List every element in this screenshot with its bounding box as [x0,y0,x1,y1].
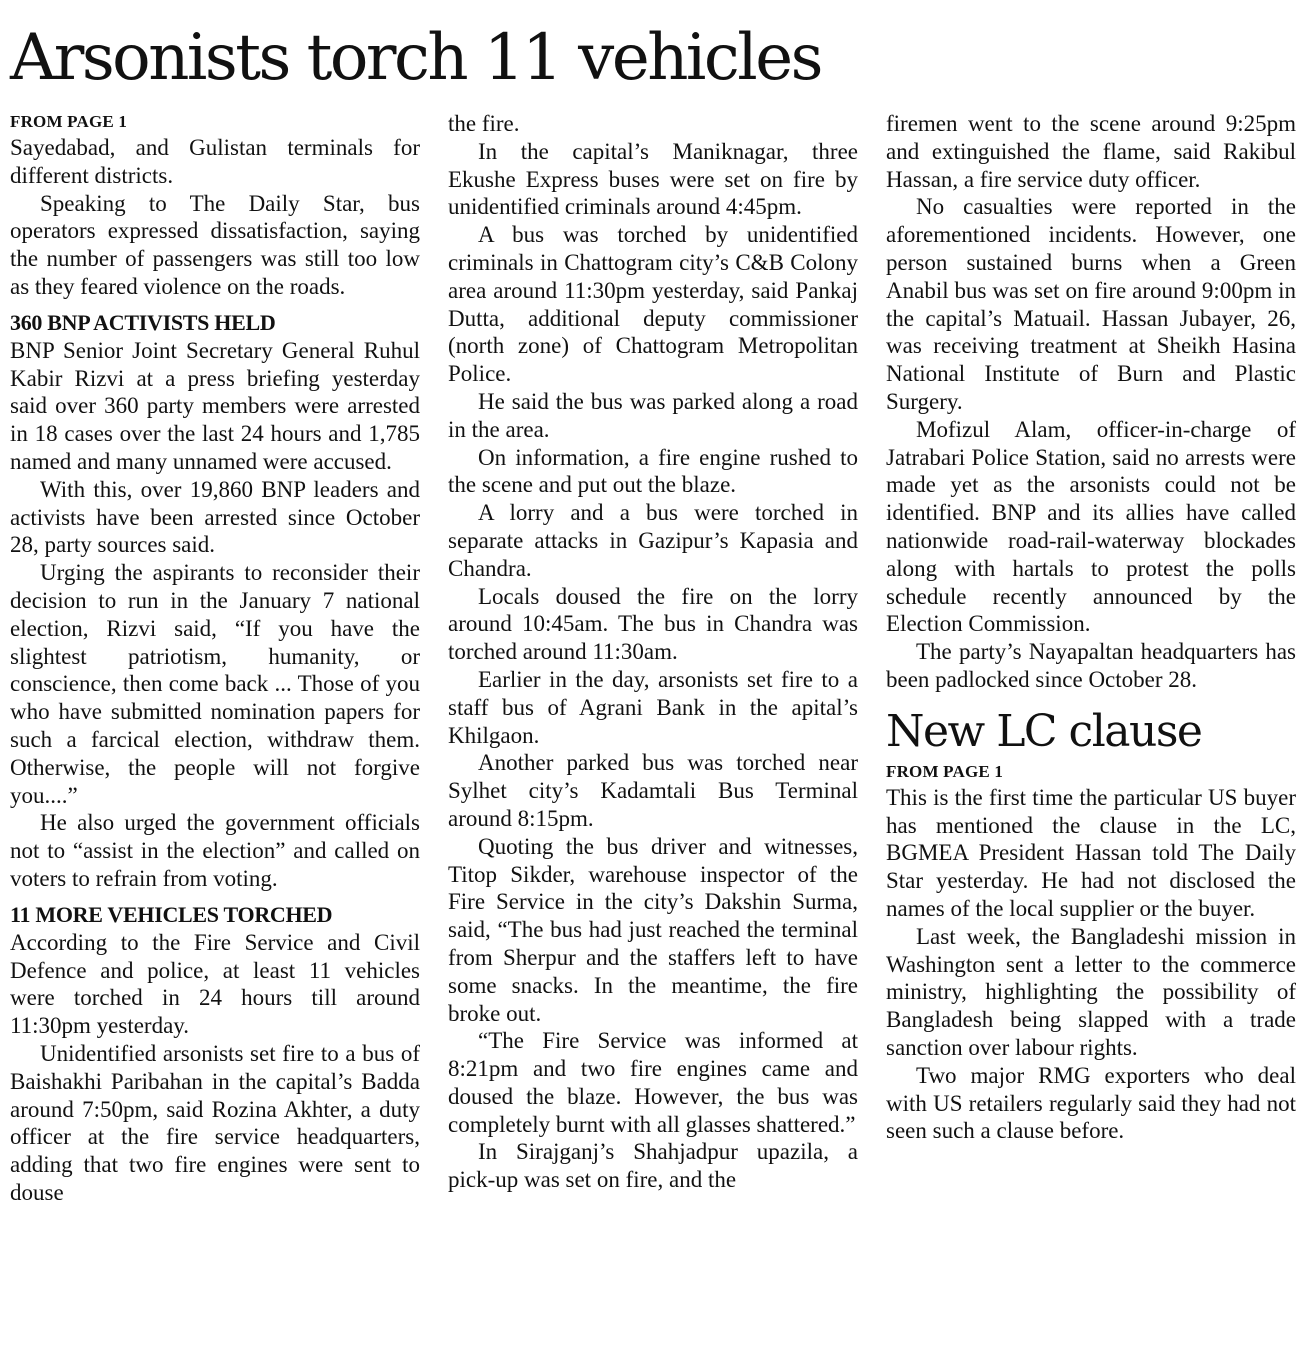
paragraph: In Sirajganj’s Shahjadpur upazila, a pick-up was set on fire, and the [448,1139,858,1193]
paragraph: “The Fire Service was informed at 8:21pm and two fire engines came and doused the blaze. However, the bus was completely burnt with all glasses shattered.” [448,1028,858,1137]
paragraph: Locals doused the fire on the lorry around 10:45am. The bus in Chandra was torched around 11:30am. [448,583,858,665]
paragraph: The party’s Nayapaltan headquarters has been padlocked since October 28. [886,639,1296,692]
paragraph: Two major RMG exporters who deal with US retailers regularly said they had not seen such a clause before. [886,1062,1296,1144]
subhead-more-vehicles-torched: 11 MORE VEHICLES TORCHED [10,901,333,927]
paragraph: In the capital’s Maniknagar, three Ekushe Express buses were set on fire by unidentified criminals around 4:45pm. [448,138,858,220]
paragraph: With this, over 19,860 BNP leaders and activists have been arrested since October 28, party sources said. [10,476,420,558]
paragraph: Unidentified arsonists set fire to a bus of Baishakhi Paribahan in the capital’s Badda around 7:50pm, said Rozina Akhter, a duty officer at the fire service headquarters, adding that two fire engines were sent to douse [10,1040,420,1205]
paragraph: the fire. [448,111,520,136]
column-3 [886,110,1296,1370]
paragraph: Another parked bus was torched near Sylhet city’s Kadamtali Bus Terminal around 8:15pm. [448,750,858,831]
paragraph: Mofizul Alam, officer-in-charge of Jatrabari Police Station, said no arrests were made yet as the arsonists could not be identified. BNP and its allies have called nationwide road-rail-waterway blockades along with hartals to protest the polls schedule recently announced by the Election Commission. [886,416,1296,637]
paragraph: Earlier in the day, arsonists set fire to a staff bus of Agrani Bank in the apital’s Khilgaon. [448,666,858,748]
paragraph: He also urged the government officials not to “assist in the election” and called on voters to refrain from voting. [10,810,420,891]
headline-arsonists: Arsonists torch 11 vehicles [10,21,821,95]
paragraph: firemen went to the scene around 9:25pm and extinguished the flame, said Rakibul Hassan, a fire service duty officer. [886,111,1296,192]
paragraph: On information, a fire engine rushed to the scene and put out the blaze. [448,444,858,498]
dateline-from-page-1: FROM PAGE 1 [10,112,128,131]
paragraph: A bus was torched by unidentified criminals in Chattogram city’s C&B Colony area around 11:30pm yesterday, said Pankaj Dutta, additional deputy commissioner (north zone) of Chattogram Metropolitan Police. [448,222,858,387]
paragraph: BNP Senior Joint Secretary General Ruhul Kabir Rizvi at a press briefing yesterday said over 360 party members were arrested in 18 cases over the last 24 hours and 1,785 named and many unnamed were accused. [10,337,420,474]
headline-new-lc-clause: New LC clause [886,705,1202,757]
paragraph: A lorry and a bus were torched in separate attacks in Gazipur’s Kapasia and Chandra. [448,500,858,581]
paragraph: No casualties were reported in the aforementioned incidents. However, one person sustained burns when a Green Anabil bus was set on fire around 9:00pm in the capital’s Matuail. Hassan Jubayer, 26, was receiving treatment at Sheikh Hasina National Institute of Burn and Plastic Surgery. [886,194,1296,414]
paragraph: Quoting the bus driver and witnesses, Titop Sikder, warehouse inspector of the Fire Service in the city’s Dakshin Surma, said, “The bus had just reached the terminal from Sherpur and the staffers left to have some snacks. In the meantime, the fire broke out. [448,833,858,1026]
paragraph: Urging the aspirants to reconsider their decision to run in the January 7 national election, Rizvi said, “If you have the slightest patriotism, humanity, or conscience, then come back ... Those of you who have submitted nomination papers for such a farcical election, withdraw them. Otherwise, the people will not forgive you....” [10,560,420,808]
paragraph: Speaking to The Daily Star, bus operators expressed dissatisfaction, saying the number of passengers was still too low as they feared violence on the roads. [10,190,420,299]
paragraph: According to the Fire Service and Civil Defence and police, at least 11 vehicles were torched in 24 hours till around 11:30pm yesterday. [10,929,420,1039]
subhead-bnp-activists-held: 360 BNP ACTIVISTS HELD [10,309,276,335]
dateline-from-page-1: FROM PAGE 1 [886,761,1004,781]
column-1 [10,110,420,1370]
paragraph: This is the first time the particular US buyer has mentioned the clause in the LC, BGMEA President Hassan told The Daily Star yesterday. He had not disclosed the names of the local supplier or the buyer. [886,784,1296,921]
paragraph: Sayedabad, and Gulistan terminals for different districts. [10,135,420,188]
column-2 [448,110,858,1370]
paragraph: Last week, the Bangladeshi mission in Washington sent a letter to the commerce ministry, highlighting the possibility of Bangladesh being slapped with a trade sanction over labour rights. [886,923,1296,1060]
paragraph: He said the bus was parked along a road in the area. [448,388,858,442]
